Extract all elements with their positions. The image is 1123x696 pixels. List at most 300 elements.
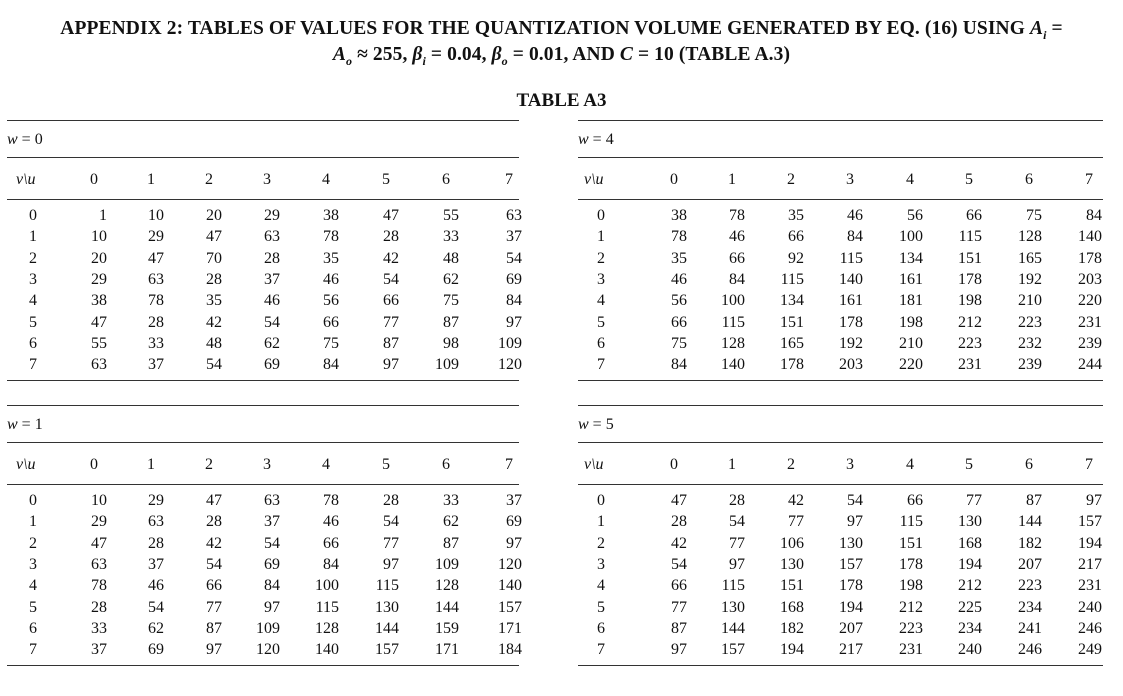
table-cell: 212 (958, 577, 982, 595)
table-cell: 62 (148, 619, 164, 637)
column-header: 7 (1085, 171, 1093, 188)
table-cell: 87 (671, 619, 687, 637)
appendix-title-line-2: $A_o \approx 255$, $\beta_i = 0.04$, $\beta_o = 0.01$, AND C = 10 (TABLE A.3) (332, 44, 791, 68)
column-header: 4 (906, 456, 914, 473)
table-cell: 98 (443, 334, 459, 352)
row-header: 3 (29, 555, 37, 573)
table-header-rule (7, 199, 519, 200)
row-header: 3 (597, 555, 605, 573)
table-cell: 42 (383, 249, 399, 267)
row-header: 4 (597, 292, 605, 310)
table-bottom-rule (7, 665, 519, 666)
table-cell: 63 (264, 228, 280, 246)
table-cell: 144 (721, 619, 745, 637)
table-cell: 70 (206, 249, 222, 267)
w-label: w = 1 (7, 416, 43, 433)
table-cell: 223 (958, 334, 982, 352)
table-cell: 46 (148, 577, 164, 595)
table-cell: 10 (91, 228, 107, 246)
table-cell: 56 (323, 292, 339, 310)
table-bottom-rule (578, 665, 1103, 666)
table-cell: 210 (1018, 292, 1042, 310)
table-cell: 28 (206, 513, 222, 531)
table-cell: 78 (91, 577, 107, 595)
table-cell: 100 (315, 577, 339, 595)
table-cell: 100 (721, 292, 745, 310)
table-cell: 54 (506, 249, 522, 267)
table-cell: 48 (206, 334, 222, 352)
row-header: 4 (29, 292, 37, 310)
table-cell: 194 (958, 555, 982, 573)
table-cell: 239 (1018, 356, 1042, 374)
table-cell: 78 (671, 228, 687, 246)
table-cell: 140 (498, 577, 522, 595)
table-cell: 38 (91, 292, 107, 310)
table-cell: 231 (1078, 313, 1102, 331)
table-cell: 56 (671, 292, 687, 310)
column-header: 6 (442, 171, 450, 188)
table-cell: 35 (671, 249, 687, 267)
table-cell: 231 (1078, 577, 1102, 595)
table-cell: 66 (729, 249, 745, 267)
table-cell: 212 (899, 598, 923, 616)
table-cell: 92 (788, 249, 804, 267)
table-cell: 47 (383, 207, 399, 224)
table-cell: 207 (1018, 555, 1042, 573)
table-cell: 97 (729, 555, 745, 573)
table-cell: 157 (375, 641, 399, 659)
row-header: 6 (597, 334, 605, 352)
table-cell: 66 (907, 492, 923, 509)
table-cell: 35 (323, 249, 339, 267)
row-header: 0 (29, 207, 37, 224)
table-cell: 28 (148, 313, 164, 331)
table-cell: 42 (671, 534, 687, 552)
column-header: 7 (505, 456, 513, 473)
table-cell: 20 (91, 249, 107, 267)
table-cell: 28 (264, 249, 280, 267)
table-cell: 140 (839, 270, 863, 288)
table-cell: 84 (729, 270, 745, 288)
column-header: 0 (670, 171, 678, 188)
table-cell: 217 (1078, 555, 1102, 573)
table-cell: 234 (958, 619, 982, 637)
table-cell: 249 (1078, 641, 1102, 659)
table-cell: 241 (1018, 619, 1042, 637)
table-cell: 223 (1018, 313, 1042, 331)
table-cell: 240 (1078, 598, 1102, 616)
table-cell: 75 (1026, 207, 1042, 224)
table-cell: 178 (899, 555, 923, 573)
table-cell: 46 (729, 228, 745, 246)
table-w-rule (578, 157, 1103, 158)
row-header: 7 (29, 356, 37, 374)
row-header: 0 (597, 492, 605, 509)
table-cell: 54 (264, 534, 280, 552)
table-cell: 46 (671, 270, 687, 288)
table-cell: 246 (1078, 619, 1102, 637)
table-cell: 54 (148, 598, 164, 616)
table-cell: 46 (264, 292, 280, 310)
table-cell: 28 (148, 534, 164, 552)
row-header: 6 (29, 334, 37, 352)
table-cell: 69 (506, 513, 522, 531)
table-cell: 157 (498, 598, 522, 616)
table-cell: 231 (958, 356, 982, 374)
column-header: 1 (147, 456, 155, 473)
table-cell: 62 (443, 270, 459, 288)
table-cell: 151 (780, 577, 804, 595)
table-cell: 115 (721, 313, 745, 331)
table-cell: 246 (1018, 641, 1042, 659)
column-header: 5 (382, 171, 390, 188)
table-top-rule (578, 120, 1103, 121)
table-cell: 115 (721, 577, 745, 595)
table-cell: 203 (1078, 270, 1102, 288)
table-cell: 171 (498, 619, 522, 637)
table-cell: 87 (443, 534, 459, 552)
table-cell: 54 (206, 356, 222, 374)
table-cell: 66 (671, 577, 687, 595)
column-header: 3 (263, 456, 271, 473)
table-cell: 66 (383, 292, 399, 310)
table-cell: 47 (671, 492, 687, 509)
table-cell: 178 (958, 270, 982, 288)
table-cell: 168 (958, 534, 982, 552)
table-cell: 109 (435, 356, 459, 374)
table-cell: 97 (383, 356, 399, 374)
table-cell: 198 (899, 313, 923, 331)
table-cell: 171 (435, 641, 459, 659)
table-cell: 178 (839, 577, 863, 595)
table-cell: 239 (1078, 334, 1102, 352)
table-cell: 66 (323, 313, 339, 331)
w-label: w = 4 (578, 131, 614, 148)
table-cell: 115 (315, 598, 339, 616)
table-cell: 140 (1078, 228, 1102, 246)
table-label: TABLE A3 (516, 90, 607, 111)
table-cell: 62 (443, 513, 459, 531)
table-cell: 130 (721, 598, 745, 616)
table-cell: 69 (506, 270, 522, 288)
table-cell: 33 (91, 619, 107, 637)
table-cell: 54 (383, 513, 399, 531)
table-cell: 20 (206, 207, 222, 224)
table-cell: 165 (1018, 249, 1042, 267)
table-cell: 140 (721, 356, 745, 374)
table-cell: 47 (206, 228, 222, 246)
column-header: 6 (1025, 456, 1033, 473)
column-header: 2 (787, 456, 795, 473)
table-cell: 37 (264, 270, 280, 288)
table-cell: 144 (435, 598, 459, 616)
table-cell: 62 (264, 334, 280, 352)
table-w-rule (7, 442, 519, 443)
table-cell: 100 (899, 228, 923, 246)
table-cell: 46 (847, 207, 863, 224)
table-cell: 63 (91, 555, 107, 573)
row-header: 3 (597, 270, 605, 288)
w-label: w = 0 (7, 131, 43, 148)
table-cell: 97 (206, 641, 222, 659)
table-cell: 207 (839, 619, 863, 637)
table-cell: 37 (91, 641, 107, 659)
corner-header: v\u (16, 456, 36, 473)
table-cell: 115 (375, 577, 399, 595)
column-header: 1 (728, 171, 736, 188)
table-cell: 234 (1018, 598, 1042, 616)
table-cell: 66 (671, 313, 687, 331)
appendix-title-line-1: APPENDIX 2: TABLES OF VALUES FOR THE QUANTIZATION VOLUME GENERATED BY EQ. (16) USING $A_i$ = (60, 18, 1063, 42)
table-cell: 28 (206, 270, 222, 288)
table-cell: 33 (443, 228, 459, 246)
corner-header: v\u (584, 456, 604, 473)
column-header: 5 (965, 171, 973, 188)
table-cell: 77 (671, 598, 687, 616)
column-header: 7 (505, 171, 513, 188)
table-cell: 240 (958, 641, 982, 659)
table-cell: 84 (323, 356, 339, 374)
table-cell: 97 (383, 555, 399, 573)
row-header: 4 (29, 577, 37, 595)
table-cell: 210 (899, 334, 923, 352)
table-cell: 130 (780, 555, 804, 573)
table-cell: 28 (383, 228, 399, 246)
table-cell: 225 (958, 598, 982, 616)
table-cell: 178 (839, 313, 863, 331)
row-header: 3 (29, 270, 37, 288)
table-cell: 75 (443, 292, 459, 310)
table-cell: 54 (671, 555, 687, 573)
table-cell: 38 (323, 207, 339, 224)
table-cell: 157 (839, 555, 863, 573)
column-header: 1 (147, 171, 155, 188)
table-cell: 28 (671, 513, 687, 531)
table-cell: 54 (383, 270, 399, 288)
row-header: 7 (597, 641, 605, 659)
table-cell: 66 (788, 228, 804, 246)
table-cell: 42 (206, 534, 222, 552)
row-header: 1 (29, 228, 37, 246)
table-cell: 78 (729, 207, 745, 224)
table-cell: 106 (780, 534, 804, 552)
table-cell: 77 (383, 534, 399, 552)
table-cell: 115 (780, 270, 804, 288)
table-cell: 134 (780, 292, 804, 310)
column-header: 0 (670, 456, 678, 473)
table-top-rule (578, 405, 1103, 406)
row-header: 5 (29, 313, 37, 331)
table-cell: 84 (671, 356, 687, 374)
column-header: 5 (382, 456, 390, 473)
table-cell: 29 (148, 228, 164, 246)
row-header: 7 (597, 356, 605, 374)
table-cell: 75 (323, 334, 339, 352)
row-header: 5 (597, 598, 605, 616)
table-cell: 77 (966, 492, 982, 509)
row-header: 5 (29, 598, 37, 616)
table-cell: 69 (264, 555, 280, 573)
table-cell: 37 (506, 228, 522, 246)
table-cell: 33 (443, 492, 459, 509)
table-cell: 28 (91, 598, 107, 616)
column-header: 1 (728, 456, 736, 473)
row-header: 2 (597, 249, 605, 267)
row-header: 6 (29, 619, 37, 637)
table-cell: 66 (323, 534, 339, 552)
table-cell: 63 (148, 513, 164, 531)
table-header-rule (578, 484, 1103, 485)
column-header: 2 (787, 171, 795, 188)
table-cell: 120 (498, 555, 522, 573)
table-cell: 87 (443, 313, 459, 331)
table-cell: 184 (498, 641, 522, 659)
table-cell: 109 (435, 555, 459, 573)
table-cell: 157 (1078, 513, 1102, 531)
table-cell: 115 (958, 228, 982, 246)
table-cell: 77 (788, 513, 804, 531)
table-cell: 194 (780, 641, 804, 659)
table-cell: 223 (1018, 577, 1042, 595)
table-top-rule (7, 405, 519, 406)
table-w-rule (7, 157, 519, 158)
table-cell: 54 (264, 313, 280, 331)
table-cell: 84 (847, 228, 863, 246)
column-header: 3 (263, 171, 271, 188)
table-cell: 178 (780, 356, 804, 374)
row-header: 1 (597, 228, 605, 246)
table-cell: 220 (899, 356, 923, 374)
table-cell: 223 (899, 619, 923, 637)
row-header: 6 (597, 619, 605, 637)
table-cell: 84 (323, 555, 339, 573)
column-header: 2 (205, 171, 213, 188)
table-cell: 78 (148, 292, 164, 310)
table-w-rule (578, 442, 1103, 443)
w-label: w = 5 (578, 416, 614, 433)
table-cell: 63 (264, 492, 280, 509)
table-cell: 130 (839, 534, 863, 552)
table-cell: 144 (1018, 513, 1042, 531)
row-header: 1 (597, 513, 605, 531)
table-cell: 97 (671, 641, 687, 659)
table-cell: 87 (1026, 492, 1042, 509)
table-cell: 77 (383, 313, 399, 331)
table-cell: 244 (1078, 356, 1102, 374)
table-cell: 128 (1018, 228, 1042, 246)
table-cell: 165 (780, 334, 804, 352)
table-header-rule (578, 199, 1103, 200)
table-cell: 128 (721, 334, 745, 352)
table-cell: 47 (206, 492, 222, 509)
table-cell: 128 (435, 577, 459, 595)
table-cell: 115 (899, 513, 923, 531)
table-cell: 84 (506, 292, 522, 310)
table-cell: 37 (506, 492, 522, 509)
table-cell: 33 (148, 334, 164, 352)
table-cell: 130 (375, 598, 399, 616)
column-header: 2 (205, 456, 213, 473)
table-cell: 75 (671, 334, 687, 352)
table-cell: 69 (264, 356, 280, 374)
table-cell: 87 (383, 334, 399, 352)
table-cell: 159 (435, 619, 459, 637)
table-cell: 48 (443, 249, 459, 267)
table-cell: 144 (375, 619, 399, 637)
table-cell: 220 (1078, 292, 1102, 310)
table-cell: 29 (148, 492, 164, 509)
table-cell: 35 (206, 292, 222, 310)
table-cell: 232 (1018, 334, 1042, 352)
table-cell: 192 (839, 334, 863, 352)
table-cell: 28 (729, 492, 745, 509)
table-cell: 47 (91, 534, 107, 552)
table-cell: 151 (780, 313, 804, 331)
table-cell: 97 (264, 598, 280, 616)
column-header: 0 (90, 456, 98, 473)
column-header: 4 (322, 456, 330, 473)
table-cell: 157 (721, 641, 745, 659)
column-header: 4 (906, 171, 914, 188)
corner-header: v\u (584, 171, 604, 188)
table-cell: 77 (729, 534, 745, 552)
table-cell: 203 (839, 356, 863, 374)
table-cell: 46 (323, 513, 339, 531)
table-cell: 37 (148, 555, 164, 573)
table-cell: 109 (498, 334, 522, 352)
table-cell: 161 (899, 270, 923, 288)
table-cell: 168 (780, 598, 804, 616)
row-header: 2 (597, 534, 605, 552)
table-cell: 181 (899, 292, 923, 310)
table-cell: 10 (148, 207, 164, 224)
table-cell: 69 (148, 641, 164, 659)
row-header: 2 (29, 249, 37, 267)
table-cell: 97 (1086, 492, 1102, 509)
row-header: 7 (29, 641, 37, 659)
table-cell: 63 (506, 207, 522, 224)
table-cell: 28 (383, 492, 399, 509)
table-cell: 87 (206, 619, 222, 637)
table-bottom-rule (7, 380, 519, 381)
table-cell: 38 (671, 207, 687, 224)
table-cell: 151 (899, 534, 923, 552)
table-bottom-rule (578, 380, 1103, 381)
table-cell: 56 (907, 207, 923, 224)
corner-header: v\u (16, 171, 36, 188)
table-cell: 194 (839, 598, 863, 616)
table-cell: 84 (264, 577, 280, 595)
table-cell: 29 (91, 513, 107, 531)
table-cell: 128 (315, 619, 339, 637)
table-cell: 63 (148, 270, 164, 288)
table-cell: 55 (443, 207, 459, 224)
table-cell: 182 (1018, 534, 1042, 552)
table-cell: 29 (264, 207, 280, 224)
row-header: 0 (29, 492, 37, 509)
table-cell: 178 (1078, 249, 1102, 267)
table-cell: 77 (206, 598, 222, 616)
table-cell: 97 (506, 313, 522, 331)
table-cell: 115 (839, 249, 863, 267)
table-cell: 42 (206, 313, 222, 331)
table-top-rule (7, 120, 519, 121)
table-cell: 130 (958, 513, 982, 531)
table-cell: 54 (729, 513, 745, 531)
table-cell: 97 (506, 534, 522, 552)
table-cell: 54 (206, 555, 222, 573)
table-cell: 66 (206, 577, 222, 595)
